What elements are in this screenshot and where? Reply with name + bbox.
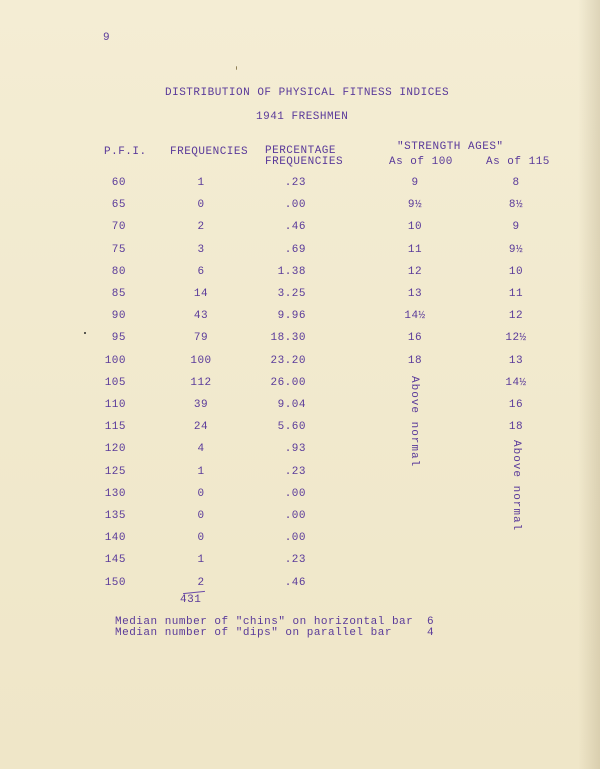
cell-pfi: 150 (104, 576, 126, 589)
cell-frequency: 43 (193, 310, 209, 323)
cell-strength-115: 8½ (508, 199, 524, 212)
cell-percentage: 26.00 (270, 376, 306, 389)
cell-percentage: 3.25 (277, 288, 306, 300)
cell-pfi: 125 (104, 465, 126, 478)
cell-strength-100: 11 (407, 243, 423, 256)
paper-speck (84, 332, 86, 334)
cell-frequency: 100 (190, 354, 212, 367)
cell-strength-115: 16 (508, 399, 524, 411)
cell-pfi: 70 (111, 221, 126, 234)
cell-pfi: 100 (104, 354, 126, 367)
cell-strength-100: 9 (411, 177, 419, 189)
header-frequencies: FREQUENCIES (170, 146, 249, 158)
cell-percentage: 1.38 (277, 265, 306, 278)
cell-pfi: 145 (104, 554, 126, 567)
cell-frequency: 0 (197, 532, 205, 545)
cell-percentage: .00 (284, 199, 306, 212)
cell-pfi: 85 (111, 288, 126, 300)
cell-pfi: 80 (111, 265, 126, 278)
cell-pfi: 140 (104, 532, 126, 545)
cell-frequency: 39 (193, 399, 209, 411)
cell-frequency: 6 (197, 265, 205, 278)
cell-frequency: 14 (193, 288, 209, 300)
cell-pfi: 115 (104, 421, 126, 434)
cell-frequency: 2 (197, 576, 205, 589)
note-chins-label: Median number of "chins" on horizontal bar (115, 616, 414, 628)
cell-percentage: .23 (284, 465, 306, 478)
cell-percentage: .93 (284, 443, 306, 456)
cell-percentage: 23.20 (270, 354, 306, 367)
paper-edge-shadow (578, 0, 600, 769)
cell-strength-100: 12 (407, 265, 423, 278)
cell-frequency: 1 (197, 465, 205, 478)
page-number: 9 (103, 32, 111, 44)
cell-frequency: 79 (193, 332, 209, 345)
cell-strength-100: 9½ (407, 199, 423, 212)
paper-speck (236, 66, 237, 70)
cell-frequency: 4 (197, 443, 205, 456)
cell-strength-115: 9 (512, 221, 520, 234)
cell-strength-115: 13 (508, 354, 524, 367)
cell-strength-100: 16 (407, 332, 423, 345)
cell-frequency: 0 (197, 199, 205, 212)
cell-strength-115: 11 (508, 288, 524, 300)
cell-strength-100: 10 (407, 221, 423, 234)
cell-frequency: 24 (193, 421, 209, 434)
cell-pfi: 130 (104, 487, 126, 500)
document-subtitle: 1941 FRESHMEN (256, 111, 349, 123)
cell-strength-115: 8 (512, 177, 520, 189)
note-dips-label: Median number of "dips" on parallel bar (115, 627, 392, 639)
document-title: DISTRIBUTION OF PHYSICAL FITNESS INDICES (165, 87, 450, 99)
cell-strength-115: 12 (508, 310, 524, 323)
cell-frequency: 1 (197, 177, 205, 189)
cell-percentage: .23 (284, 554, 306, 567)
note-dips-value: 4 (427, 627, 435, 639)
header-as-of-115: As of 115 (486, 156, 550, 168)
cell-strength-115: 10 (508, 265, 524, 278)
cell-frequency: 112 (190, 376, 212, 389)
header-percentage: PERCENTAGE (265, 145, 337, 157)
cell-percentage: .69 (284, 243, 306, 256)
above-normal-label-115: Above normal (510, 440, 522, 532)
cell-frequency: 1 (197, 554, 205, 567)
cell-pfi: 95 (111, 332, 126, 345)
cell-percentage: .00 (284, 532, 306, 545)
cell-pfi: 120 (104, 443, 126, 456)
cell-percentage: .46 (284, 576, 306, 589)
cell-percentage: .00 (284, 487, 306, 500)
cell-frequency: 2 (197, 221, 205, 234)
header-pfi: P.F.I. (104, 146, 147, 158)
cell-strength-100: 18 (407, 354, 423, 367)
cell-percentage: 9.04 (277, 399, 306, 411)
cell-frequency: 3 (197, 243, 205, 256)
cell-frequency: 0 (197, 487, 205, 500)
header-as-of-100: As of 100 (389, 156, 453, 168)
cell-percentage: 9.96 (277, 310, 306, 323)
cell-strength-115: 9½ (508, 243, 524, 256)
header-percentage-frequencies: FREQUENCIES (265, 156, 344, 168)
cell-percentage: 18.30 (270, 332, 306, 345)
cell-strength-100: 14½ (404, 310, 426, 323)
cell-percentage: .46 (284, 221, 306, 234)
cell-pfi: 75 (111, 243, 126, 256)
cell-frequency: 0 (197, 510, 205, 522)
cell-pfi: 90 (111, 310, 126, 323)
header-strength-ages: "STRENGTH AGES" (397, 141, 504, 153)
cell-percentage: .00 (284, 510, 306, 522)
cell-strength-115: 12½ (505, 332, 527, 345)
cell-pfi: 60 (111, 177, 126, 189)
cell-pfi: 105 (104, 376, 126, 389)
cell-strength-115: 18 (508, 421, 524, 434)
cell-strength-100: 13 (407, 288, 423, 300)
frequency-total: 431 (180, 594, 202, 606)
cell-pfi: 110 (104, 399, 126, 411)
above-normal-label-100: Above normal (408, 376, 420, 468)
note-chins-value: 6 (427, 616, 435, 628)
cell-percentage: .23 (284, 177, 306, 189)
cell-percentage: 5.60 (277, 421, 306, 434)
cell-pfi: 65 (111, 199, 126, 212)
cell-strength-115: 14½ (505, 376, 527, 389)
cell-pfi: 135 (104, 510, 126, 522)
